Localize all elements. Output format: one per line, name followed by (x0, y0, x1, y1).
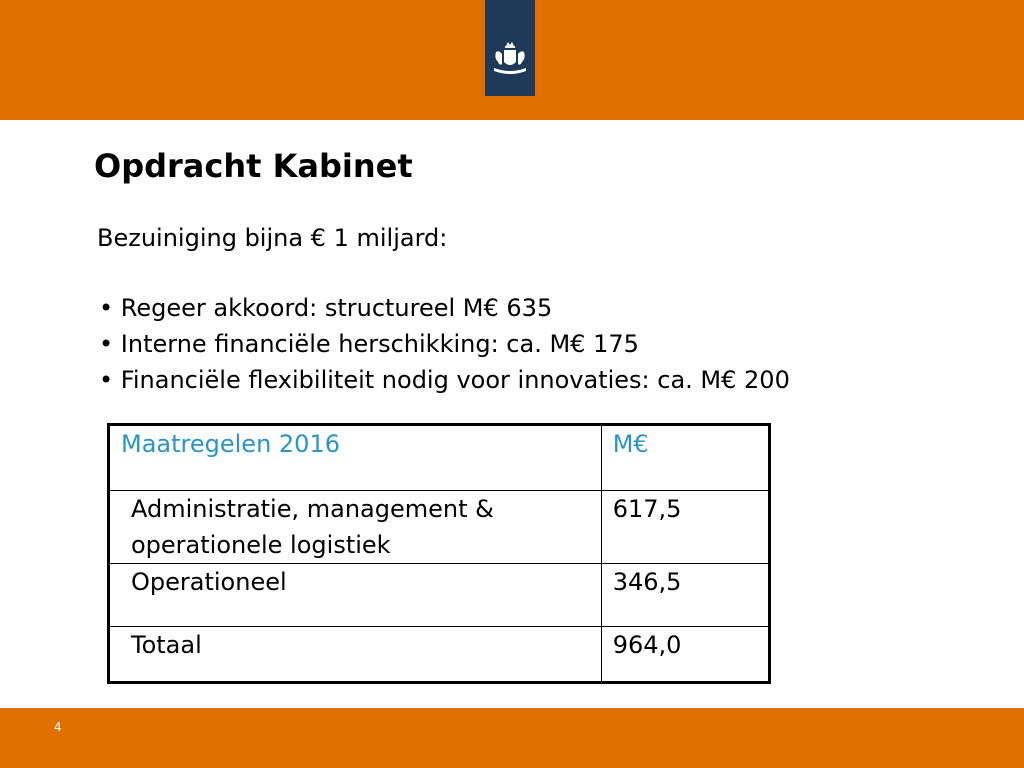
row-value: 346,5 (601, 564, 769, 627)
bullet-item: • Interne financiële herschikking: ca. M€ 175 (99, 326, 790, 362)
header-measures: Maatregelen 2016 (109, 425, 602, 491)
row-label: Totaal (109, 627, 602, 683)
table-row (109, 627, 770, 683)
row-label: Operationeel (109, 564, 602, 627)
page-number: 4 (54, 720, 62, 734)
bullet-item: • Regeer akkoord: structureel M€ 635 (99, 290, 790, 326)
row-value: 964,0 (601, 627, 769, 683)
table-header-row (109, 425, 770, 491)
table-row (109, 491, 770, 564)
row-label: Administratie, management & operationele logistiek (109, 491, 602, 564)
bullet-item: • Financiële flexibiliteit nodig voor innovaties: ca. M€ 200 (99, 362, 790, 398)
intro-text: Bezuiniging bijna € 1 miljard: (97, 224, 448, 252)
government-logo (485, 0, 535, 96)
measures-table (107, 423, 771, 684)
bullet-list (99, 290, 790, 398)
slide-title: Opdracht Kabinet (94, 147, 413, 185)
row-value: 617,5 (601, 491, 769, 564)
bottom-band (0, 708, 1024, 768)
table-row (109, 564, 770, 627)
coat-of-arms-icon (488, 40, 532, 80)
header-unit: M€ (601, 425, 769, 491)
